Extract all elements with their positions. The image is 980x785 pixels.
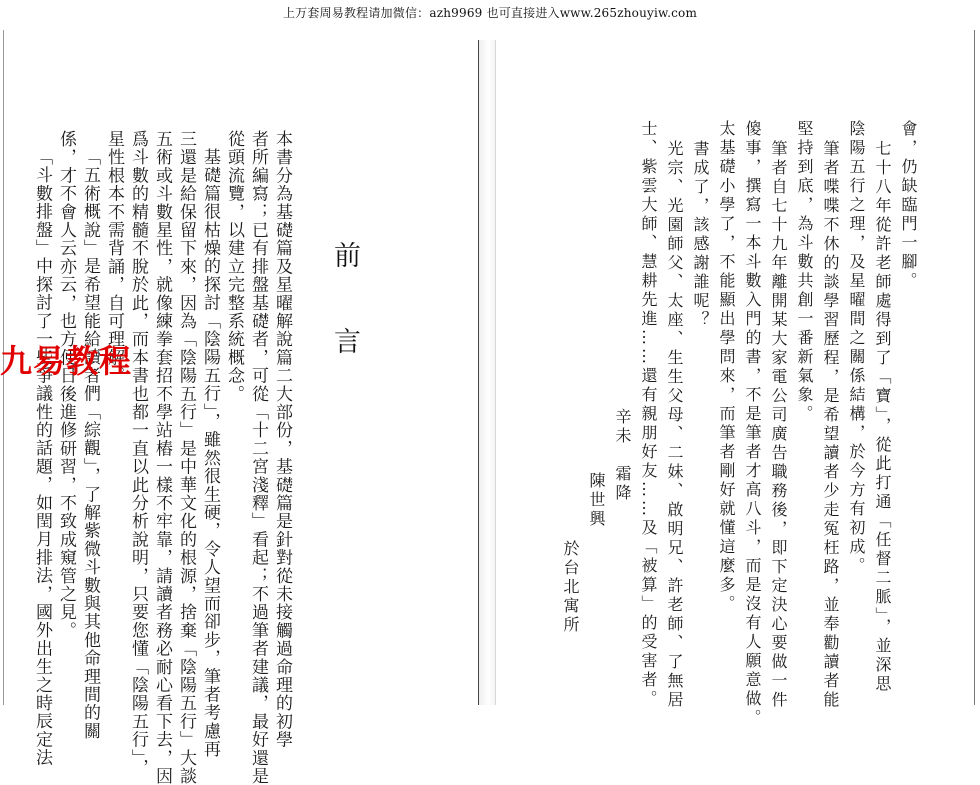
signature-date: 辛未 霜降 [613,408,632,503]
preface-title-char-2: 言 [334,327,361,358]
book-gutter [478,40,496,705]
top-banner-text: 上万套周易教程请加微信：azh9969 也可直接进入www.265zhouyiw.com [282,6,698,20]
left-text-column-3: 從頭流覽，以建立完整系統概念。 [224,130,244,403]
right-page-edge [974,30,978,705]
left-text-column-7: 爲斗數的精髓不脫於此，而本書也都一直以此分析說明，只要您懂「陰陽五行」， [128,130,148,777]
right-text-column-1: 會，仍缺臨門一腳。 [899,120,918,291]
left-text-column-11: 「斗數排盤」中探討了一些爭議性的話題，如閏月排法，國外出生之時辰定法 [32,148,52,767]
right-text-column-11: 士、紫雲大師、慧耕先進……還有親朋好友……及「被算」的受害者。 [639,120,658,709]
watermark-logo: 九易教程 [0,342,133,380]
right-text-column-5: 堅持到底，為斗數共創一番新氣象。 [795,120,814,424]
signature-author: 陳世興 [587,472,606,529]
right-text-column-9: 書成了，該感謝誰呢？ [691,140,710,330]
right-text-column-3: 陰陽五行之理，及星曜間之關係結構，於今方有初成。 [847,120,866,576]
left-text-column-6: 五術或斗數星性，就像練拳套招不學站樁一樣不牢靠，請讀者務必耐心看下去，因 [152,130,172,785]
right-text-column-7: 傻事，撰寫一本斗數入門的書，不是筆者才高八斗，而是沒有人願意做。 [743,120,762,728]
right-text-column-2: 七十八年從許老師處得到了「寶」，從此打通「任督二脈」，並深思 [873,140,892,694]
right-text-column-6: 筆者自七十九年離開某大家電公司廣告職務後，即下定決心要做一件 [769,140,788,710]
preface-title-char-1: 前 [334,241,361,272]
left-text-column-9: 「五術概說」是希望能給讀者們「綜觀」，了解紫微斗數與其他命理間的關 [80,148,100,741]
left-text-column-10: 係，才不會人云亦云，也方便日後進修研習，不致成窺管之見。 [56,130,76,640]
left-text-column-8: 星性根本不需背誦，自可理解。 [104,130,124,385]
left-text-column-5: 三還是給保留下來，因為「陰陽五行」是中華文化的根源，捨棄「陰陽五行」大談 [176,130,196,785]
right-text-column-4: 筆者喋喋不休的談學習歷程，是希望讀者少走冤枉路，並奉勸讀者能 [821,140,840,710]
right-text-column-10: 光宗、光園師父、太座、生生父母、二妹、啟明兄、許老師、了無居 [665,140,684,710]
right-text-column-8: 太基礎小學了，不能顯出學問來，而筆者剛好就懂這麼多。 [717,120,736,614]
left-text-column-2: 者所編寫；已有排盤基礎者，可從「十二宮淺釋」看起；不過筆者建議，最好還是 [248,130,268,785]
signature-place: 於台北寓所 [561,540,580,635]
left-text-column-1: 本書分為基礎篇及星曜解說篇二大部份，基礎篇是針對從未接觸過命理的初學 [272,130,292,749]
left-text-column-4: 基礎篇很枯燥的探討「陰陽五行」，雖然很生硬，令人望而卻步，筆者考慮再 [200,148,220,759]
